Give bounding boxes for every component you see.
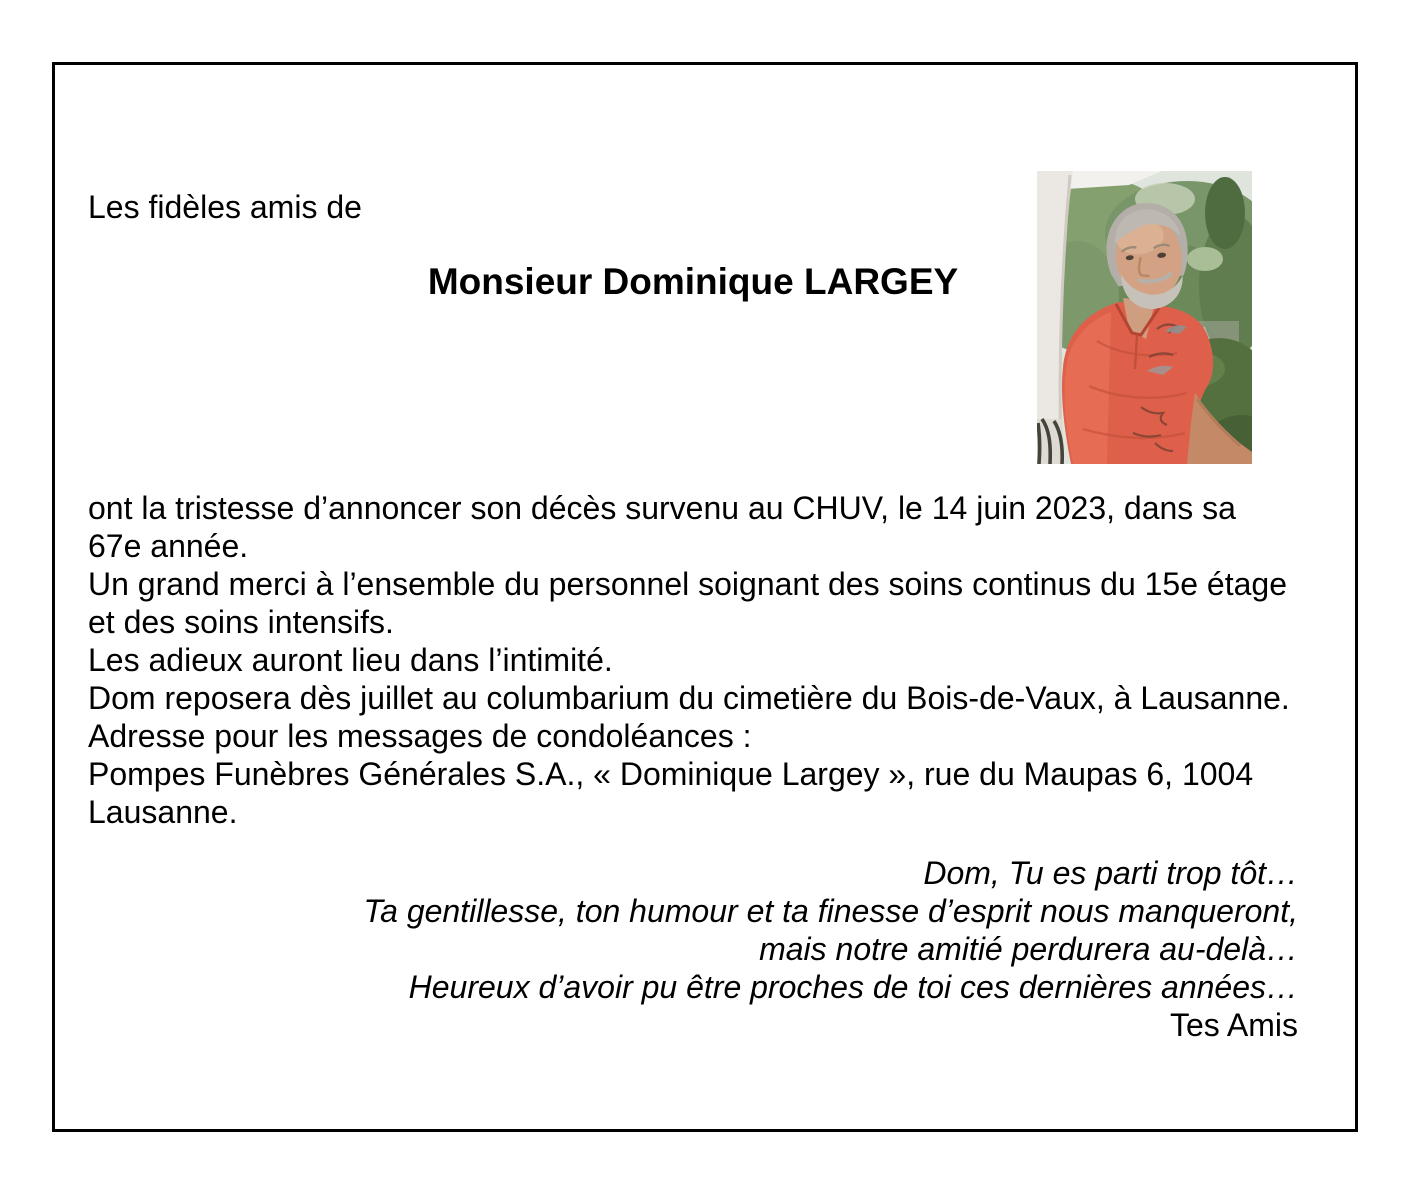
body-line: Dom reposera dès juillet au columbarium du cimetière du Bois-de-Vaux, à Lausanne. xyxy=(88,680,1290,716)
body-line: Les adieux auront lieu dans l’intimité. xyxy=(88,642,613,678)
deceased-name: Monsieur Dominique LARGEY xyxy=(427,261,959,302)
tribute-line: Heureux d’avoir pu être proches de toi ces dernières années… xyxy=(408,969,1298,1005)
tribute-block xyxy=(88,854,1298,1044)
tribute-line: Dom, Tu es parti trop tôt… xyxy=(923,855,1298,891)
body-line: 67e année. xyxy=(88,528,249,564)
intro-line: Les fidèles amis de xyxy=(88,189,362,225)
portrait-photo xyxy=(1037,171,1252,464)
tribute-line: Ta gentillesse, ton humour et ta finesse d’esprit nous manqueront, xyxy=(363,893,1298,929)
body-line: Un grand merci à l’ensemble du personnel soignant des soins continus du 15e étage xyxy=(88,566,1287,602)
body-line: ont la tristesse d’annoncer son décès survenu au CHUV, le 14 juin 2023, dans sa xyxy=(88,490,1236,526)
body-line: Pompes Funèbres Générales S.A., « Dominique Largey », rue du Maupas 6, 1004 xyxy=(88,756,1254,792)
body-line: et des soins intensifs. xyxy=(88,604,394,640)
tribute-line: mais notre amitié perdurera au-delà… xyxy=(759,931,1298,967)
body-line: Lausanne. xyxy=(88,794,238,830)
signature: Tes Amis xyxy=(1169,1007,1298,1043)
body-line: Adresse pour les messages de condoléances : xyxy=(88,718,752,754)
announcement-card xyxy=(52,62,1358,1132)
announcement-body xyxy=(88,489,1290,831)
portrait-illustration xyxy=(1037,171,1252,464)
